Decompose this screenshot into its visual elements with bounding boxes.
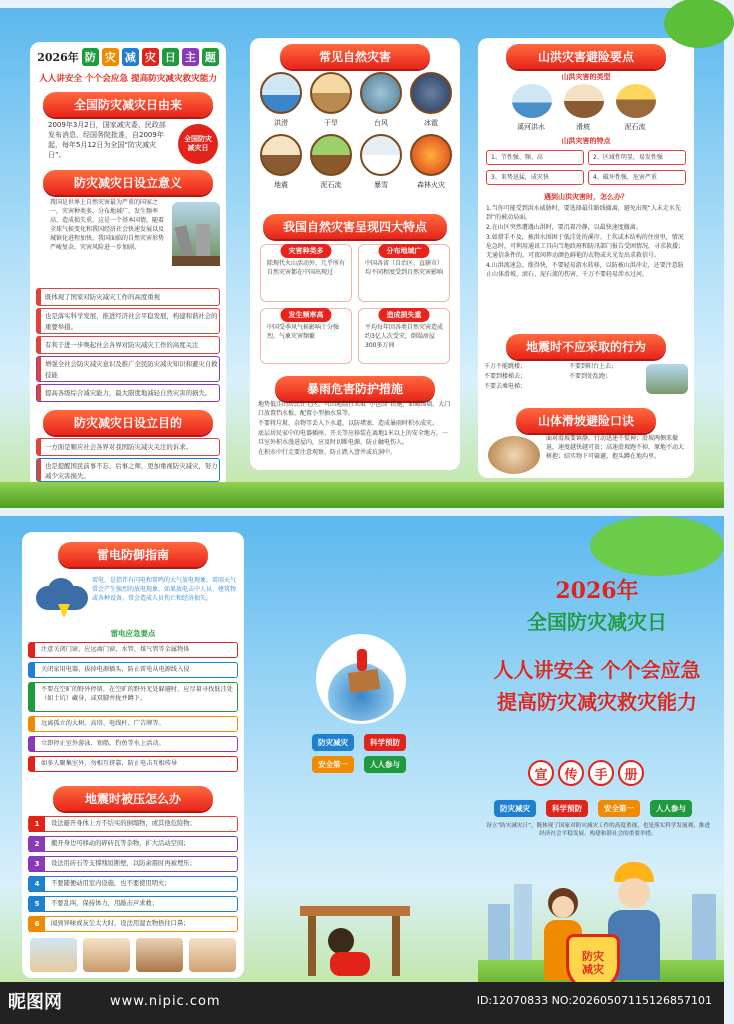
- flood-type-label: 泥石流: [624, 123, 646, 131]
- trapped-text: 闻到异味或灰尘太大时，设法用湿衣物捂住口鼻；: [51, 920, 190, 927]
- flood-step: 1.当你可能受到洪水威胁时，要选择最佳路线撤离，避免出现“人未走水先到”的被动局面。: [486, 205, 681, 221]
- flood-step: 4.山洪流速急、涨得快，不要轻易游水转移，以防被山洪冲走，还要注意防止山体滑坡、滚石、泥石流的伤害，千万不要轻易涉水过河。: [486, 262, 684, 278]
- rain-list: [258, 400, 452, 457]
- typhoon-icon: [360, 72, 402, 114]
- lightning-text: 雷电，是指伴有闪电和雷鸣的大气放电现象。雷雨天气常会产生强烈的放电现象，如果放电击中人员、建筑物或各种设备，常会造成人员伤亡和经济损失。: [92, 577, 237, 602]
- lightning-point: 不要在空旷的野外停留，在空旷的野外无处躲避时，应尽量寻找低洼处（如土坑）藏身，或双脚并拢并蹲下。: [28, 682, 238, 712]
- feature-card: [358, 244, 450, 302]
- disaster-day-logo: [178, 124, 218, 164]
- disaster-label: 森林火灾: [417, 181, 445, 189]
- disaster-label: 地震: [274, 181, 288, 189]
- header-char: 防: [82, 48, 99, 66]
- trapped-number: 4: [29, 876, 45, 892]
- right-panel: [478, 38, 694, 478]
- rain-item: 在积水中行走要注意观察，防止跌入窨井或坑洞中。: [258, 449, 397, 456]
- watermark-url: www.nipic.com: [110, 994, 221, 1009]
- trapped-number: 2: [29, 836, 45, 852]
- purpose-ribbon: 防灾减灾日设立目的: [43, 410, 213, 435]
- feature-card: [260, 308, 352, 364]
- feature-text: 除现代火山活动外，几乎所有自然灾害都在中国出现过: [267, 260, 346, 276]
- lightning-point: 注意关闭门窗，应远离门窗、水管、煤气管等金属物体: [28, 642, 238, 658]
- trapped-text: 不要随便动用室内设施，也不要使用明火；: [51, 880, 171, 887]
- trapped-text: 设法用砖石等支撑残垣断壁，以防余震时再被埋压；: [51, 860, 196, 867]
- trapped-number: 1: [29, 816, 45, 832]
- disaster-label: 干旱: [324, 119, 338, 127]
- rain-item: 底层居民家中的电器插座、开关等应移装在离地1米以上的安全地方。一旦室外积水漫进屋内，应及时切断电源，防止触电伤人。: [258, 430, 448, 446]
- trapped-item: [28, 856, 238, 872]
- meaning-item: 提高各级综合减灾能力，最大限度地减轻自然灾害的损失。: [36, 384, 220, 402]
- feature-card: [358, 308, 450, 364]
- shield-text: 防灾减灾: [582, 950, 604, 976]
- trapped-number: 6: [29, 916, 45, 932]
- cover-intro: 设立“防灾减灾日”，既体现了国家对防灾减灾工作的高度重视，也是落实科学发展观、推进经济社会平稳发展、构建和谐社会的重要举措。: [486, 823, 710, 837]
- cover-slogan-1: 人人讲安全 个个会应急: [493, 658, 701, 682]
- slogan: 人人讲安全 个个会应急 提高防灾减灾救灾能力: [39, 74, 217, 84]
- left-panel: [30, 42, 226, 500]
- trapped-item: [28, 876, 238, 892]
- flood-type-label: 滑坡: [576, 123, 590, 131]
- quake-dont-list: [484, 362, 654, 391]
- bottom-page: [0, 516, 724, 1004]
- feature-head: 灾害种类多: [281, 244, 332, 258]
- feature-head: 分布地域广: [379, 244, 430, 258]
- header-char: 题: [202, 48, 219, 66]
- watermark-id: ID:12070833 NO:20260507115126857101: [476, 994, 712, 1007]
- trapped-illustrations: [30, 938, 236, 972]
- cover-tag: 科学预防: [546, 800, 588, 817]
- flood-steps: [486, 204, 686, 279]
- landslide-ribbon: 山体滑坡避险口诀: [516, 408, 656, 433]
- flood-icon: [260, 72, 302, 114]
- trapped-number: 3: [29, 856, 45, 872]
- tree-left-cover: [590, 516, 724, 576]
- trapped-text: 设法避开身体上方不结实的倒塌物，或其他危险物；: [51, 820, 196, 827]
- origin-ribbon: 全国防灾减灾日由来: [43, 92, 213, 117]
- lightning-ribbon: 雷电防御指南: [58, 542, 208, 567]
- lightning-point: 立即停止室外游泳、划船、钓鱼等水上活动。: [28, 736, 238, 752]
- drought-icon: [310, 72, 352, 114]
- flood-features-title: 山洪灾害的特点: [561, 137, 611, 145]
- flood-ribbon: 山洪灾害避险要点: [506, 44, 666, 69]
- origin-text: 2009年3月2日，国家减灾委、民政部发布消息，经国务院批准，自2009年起，每年5月12日为全国“防灾减灾日”。: [48, 121, 166, 159]
- trapped-number: 5: [29, 896, 45, 912]
- feature-text: 平均每年因各类自然灾害造成约3亿人次受灾，倒塌房屋300多万间: [365, 324, 444, 349]
- feature-text: 中国各省（自治区、直辖市）均不同程度受到自然灾害影响: [365, 260, 444, 276]
- quake-dont-item: 不要到阳台上去；: [569, 363, 618, 370]
- trapped-item: [28, 836, 238, 852]
- city-disaster-illustration: [172, 202, 220, 266]
- flood-type-label: 溪河洪水: [517, 123, 545, 131]
- flood-type-image: [616, 84, 656, 118]
- disasters-ribbon: 常见自然灾害: [280, 44, 430, 69]
- meaning-ribbon: 防灾减灾日设立意义: [43, 170, 213, 195]
- trapped-item: [28, 896, 238, 912]
- meaning-text: 我国是世界上自然灾害最为严重的国家之一，灾害种类多、分布地域广、发生频率高、造成损失重，这是一个基本国情。随着全球气候变化和我国经济社会快速发展以及城镇化进程加快，我国面临的自然灾害形势严峻复杂，灾害风险进一步加剧。: [50, 199, 165, 251]
- feature-card: [260, 244, 352, 302]
- handbook-char: 册: [618, 760, 644, 786]
- quake-dont-item: 不要到楼梯去；: [484, 373, 527, 380]
- flood-types-title: 山洪灾害的类型: [561, 73, 611, 81]
- theme-header: [36, 46, 220, 68]
- flood-what-title: 遇到山洪灾害时，怎么办？: [544, 193, 628, 201]
- trapped-text: 不要乱叫，保持体力，用敲击声求救；: [51, 900, 159, 907]
- disaster-label: 泥石流: [320, 181, 342, 189]
- header-char: 灾: [102, 48, 119, 66]
- rain-ribbon: 暴雨危害防护措施: [275, 376, 435, 401]
- features-ribbon: 我国自然灾害呈现四大特点: [263, 214, 447, 239]
- trapped-ribbon: 地震时被压怎么办: [53, 786, 213, 811]
- watermark-brand: 昵图网: [8, 992, 62, 1013]
- cover-title: 全国防灾减灾日: [527, 610, 667, 634]
- quake-dont-item: 不要去乘电梯；: [484, 383, 527, 390]
- middle-tag: 安全第一: [312, 756, 354, 773]
- meaning-item: 也是落实科学发展，推进经济社会平稳发展，构建和谐社会的重要举措。: [36, 308, 220, 334]
- header-char: 日: [162, 48, 179, 66]
- cover-tag: 安全第一: [598, 800, 640, 817]
- top-page: [0, 8, 724, 508]
- feature-text: 中国受季风气候影响十分强烈，气象灾害频繁: [267, 324, 340, 340]
- earthquake-kid-illustration: [300, 896, 420, 992]
- quake-illustration: [646, 364, 688, 394]
- disaster-label: 暴雪: [374, 181, 388, 189]
- meaning-item: 有利于进一步唤起社会各界对防灾减灾工作的高度关注: [36, 336, 220, 354]
- cover-tag: 人人参与: [650, 800, 692, 817]
- flood-rescue-illustration: [316, 634, 406, 724]
- cover-tag: 防灾减灾: [494, 800, 536, 817]
- middle-panel: [250, 38, 460, 470]
- flood-feature: 3、来势迅猛，成灾快: [486, 170, 584, 185]
- lightning-cloud-icon: [36, 578, 88, 614]
- handbook-char: 传: [558, 760, 584, 786]
- meaning-item: 增强全社会防灾减灾意识及推广全民防灾减灾知识和避灾自救技能: [36, 356, 220, 382]
- flood-feature: 2、区域性明显，易发性强: [588, 150, 686, 165]
- flood-type-image: [564, 84, 604, 118]
- middle-tag: 科学预防: [364, 734, 406, 751]
- lightning-point: 关闭家用电器，拔掉电源插头，防止雷电从电源线入侵: [28, 662, 238, 678]
- middle-tag: 防灾减灾: [312, 734, 354, 751]
- trapped-item: [28, 916, 238, 932]
- purpose-item: 一方面是顺应社会各界对我国防灾减灾关注的诉求。: [36, 438, 220, 456]
- flood-step: 3.如措手不及，被洪水围困于低洼处的溪岸、土坎或木结构的住房里，情况危急时，可利用通讯工具向当地政府和防汛部门报告受困情况，寻求救援；无通信条件的，可夜间挥动颜色鲜艳的衣物或火光发出求救信号。: [486, 234, 685, 259]
- lightning-point: 如多人聚集室外，勿相互挤靠，防止电击互相传导: [28, 756, 238, 772]
- flood-feature: 1、节性强、频、高: [486, 150, 584, 165]
- rain-item: 地势低洼的居民住宅区，可因地制宜采取“小包围”措施，如砌围墙、大门口放置挡水板、配置小型抽水泵等。: [258, 401, 451, 417]
- quake-ribbon: 地震时不应采取的行为: [506, 334, 666, 359]
- bottom-left-panel: [22, 532, 244, 978]
- purpose-item: 也是提醒国民前事不忘、后事之师，更加重视防灾减灾，努力减少灾害损失。: [36, 458, 220, 482]
- flood-feature: 4、破坏性强，危害严重: [588, 170, 686, 185]
- handbook-char: 手: [588, 760, 614, 786]
- mudslide-icon: [310, 134, 352, 176]
- disaster-label: 冰雹: [424, 119, 438, 127]
- lightning-points-title: 雷电应急要点: [110, 629, 156, 638]
- forest-fire-icon: [410, 134, 452, 176]
- disaster-label: 台风: [374, 119, 388, 127]
- middle-tag: 人人参与: [364, 756, 406, 773]
- grass-strip: [0, 482, 724, 508]
- feature-head: 造成损失重: [379, 308, 430, 322]
- header-char: 减: [122, 48, 139, 66]
- earthquake-icon: [260, 134, 302, 176]
- logo-text: 全国防灾减灾日: [184, 135, 212, 152]
- feature-head: 发生频率高: [281, 308, 332, 322]
- header-year: 2026年: [37, 51, 79, 64]
- flood-type-image: [512, 84, 552, 118]
- handbook-title: [528, 760, 644, 786]
- blizzard-icon: [360, 134, 402, 176]
- trapped-item: [28, 816, 238, 832]
- meaning-item: 既体现了国家对防灾减灾工作的高度重视: [36, 288, 220, 306]
- hail-icon: [410, 72, 452, 114]
- disaster-label: 洪涝: [274, 119, 288, 127]
- tree-top-right: [664, 0, 734, 48]
- flood-step: 2.在山区突然遭遇山洪时，要沉着冷静，以最快速度撤离。: [486, 224, 642, 231]
- lightning-point: 远离孤立的大树、高塔、电线杆、广告牌等。: [28, 716, 238, 732]
- quake-dont-item: 不要到处乱跑；: [569, 373, 612, 380]
- cover-year: 2026年: [555, 578, 639, 604]
- rain-item: 不要将垃圾、杂物等丢入下水道，以防堵塞，造成暴雨时积水成灾。: [258, 420, 439, 427]
- trapped-text: 搬开身边可移动的碎砖瓦等杂物，扩大活动空间；: [51, 840, 190, 847]
- header-char: 主: [182, 48, 199, 66]
- header-char: 灾: [142, 48, 159, 66]
- cover-slogan-2: 提高防灾减灾救灾能力: [497, 690, 697, 714]
- landslide-illustration: [488, 436, 540, 474]
- quake-dont-item: 千万不能跳楼；: [484, 363, 527, 370]
- handbook-char: 宣: [528, 760, 554, 786]
- landslide-text: 面对滑坡要镇静，行动迅速不慌神；滑坡两侧来撤退，速度越快越可贵；高速滑坡跑不掉，原地不动大树抱；结实物下可躲避，抱头蹲在地沟里。: [546, 435, 685, 460]
